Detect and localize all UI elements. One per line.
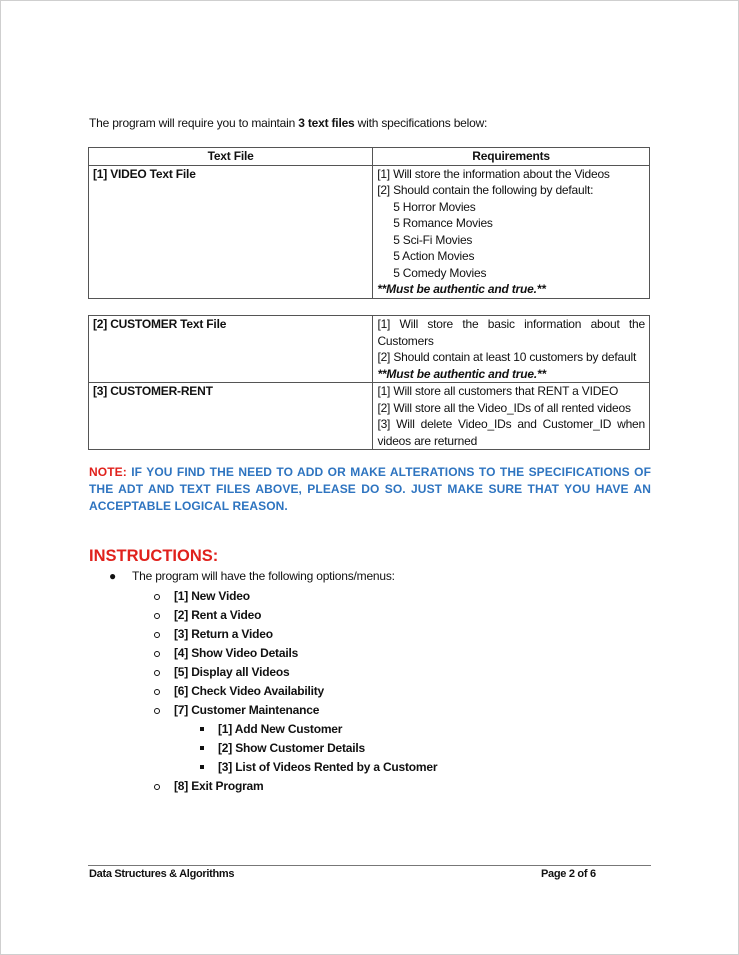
intro-bold: 3 text files bbox=[298, 116, 355, 130]
requirement-line: [1] Will store the basic information about the Customers bbox=[377, 317, 645, 348]
authentic-note: **Must be authentic and true.** bbox=[377, 282, 546, 296]
submenu-option: [2] Show Customer Details bbox=[218, 741, 366, 755]
menu-option: [4] Show Video Details bbox=[174, 646, 299, 660]
footer-course: Data Structures & Algorithms bbox=[89, 868, 235, 880]
footer-divider bbox=[88, 865, 651, 866]
requirement-line: [2] Will store all the Video_IDs of all rented videos bbox=[377, 400, 631, 415]
default-item: 5 Sci-Fi Movies bbox=[393, 232, 473, 247]
requirement-line: [2] Should contain at least 10 customers by default bbox=[377, 350, 637, 364]
menu-option: [8] Exit Program bbox=[174, 779, 264, 793]
intro-paragraph bbox=[89, 116, 487, 130]
table-header-row bbox=[89, 148, 650, 166]
square-bullet-icon bbox=[200, 765, 204, 769]
customer-file-name: [2] CUSTOMER Text File bbox=[89, 316, 373, 383]
instructions-heading: INSTRUCTIONS: bbox=[89, 547, 219, 565]
circle-bullet-icon bbox=[154, 784, 160, 790]
menu-option: [5] Display all Videos bbox=[174, 665, 290, 679]
menu-option: [2] Rent a Video bbox=[174, 608, 262, 622]
note-paragraph bbox=[89, 464, 651, 514]
table-row bbox=[89, 165, 650, 298]
authentic-note: **Must be authentic and true.** bbox=[377, 366, 546, 381]
header-text-file: Text File bbox=[89, 148, 373, 166]
circle-bullet-icon bbox=[154, 670, 160, 676]
video-file-name: [1] VIDEO Text File bbox=[89, 165, 373, 298]
table-row bbox=[89, 316, 650, 383]
circle-bullet-icon bbox=[154, 689, 160, 695]
intro-text-end: with specifications below: bbox=[354, 116, 488, 130]
submenu-option: [3] List of Videos Rented by a Customer bbox=[218, 760, 438, 774]
menu-option: [7] Customer Maintenance bbox=[174, 703, 320, 717]
submenu-option: [1] Add New Customer bbox=[218, 722, 343, 736]
video-spec-table bbox=[88, 147, 650, 299]
menu-option: [1] New Video bbox=[174, 589, 250, 603]
default-item: 5 Horror Movies bbox=[393, 199, 476, 214]
default-item: 5 Romance Movies bbox=[393, 216, 493, 230]
requirement-line: [3] Will delete Video_IDs and Customer_ID when videos are returned bbox=[377, 417, 645, 448]
circle-bullet-icon bbox=[154, 651, 160, 657]
customer-rent-requirements bbox=[373, 383, 650, 450]
intro-text-start: The program will require you to maintain bbox=[89, 116, 299, 130]
requirement-line: [1] Will store the information about the Videos bbox=[377, 166, 610, 181]
bullet-text: The program will have the following options/menus: bbox=[132, 569, 395, 583]
requirement-line: [2] Should contain the following by default: bbox=[377, 183, 594, 197]
customer-rent-file-name: [3] CUSTOMER-RENT bbox=[89, 383, 373, 450]
header-requirements: Requirements bbox=[373, 148, 650, 166]
menu-option: [6] Check Video Availability bbox=[174, 684, 325, 698]
table-row bbox=[89, 383, 650, 450]
menu-option: [3] Return a Video bbox=[174, 627, 273, 641]
note-text: IF YOU FIND THE NEED TO ADD OR MAKE ALTERATIONS TO THE SPECIFICATIONS OF THE ADT AND TEXT FILES ABOVE, PLEASE DO SO. JUST MAKE SURE THAT YOU HAVE AN ACCEPTABLE LOGICAL REASON. bbox=[89, 465, 651, 513]
default-item: 5 Comedy Movies bbox=[393, 265, 487, 280]
circle-bullet-icon bbox=[154, 594, 160, 600]
square-bullet-icon bbox=[200, 746, 204, 750]
circle-bullet-icon bbox=[154, 613, 160, 619]
note-label: NOTE: bbox=[89, 465, 127, 479]
default-item: 5 Action Movies bbox=[393, 249, 475, 263]
bullet-icon: ● bbox=[109, 569, 117, 583]
requirement-line: [1] Will store all customers that RENT a VIDEO bbox=[377, 384, 619, 398]
circle-bullet-icon bbox=[154, 708, 160, 714]
circle-bullet-icon bbox=[154, 632, 160, 638]
square-bullet-icon bbox=[200, 727, 204, 731]
customer-requirements bbox=[373, 316, 650, 383]
footer-page-number: Page 2 of 6 bbox=[541, 868, 596, 880]
video-requirements bbox=[373, 165, 650, 298]
customer-spec-table bbox=[88, 315, 650, 450]
